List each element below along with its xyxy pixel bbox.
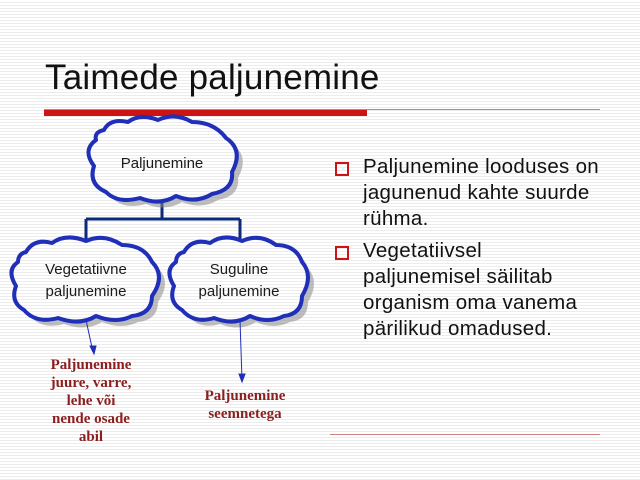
note-sexual	[190, 387, 300, 423]
slide-title: Taimede paljunemine	[45, 58, 380, 97]
sexual-label-line2: paljunemine	[198, 283, 280, 300]
note-line: nende osade	[52, 411, 130, 427]
square-bullet-icon	[335, 246, 349, 260]
bullet-item	[333, 154, 603, 232]
bullet-item	[333, 238, 603, 342]
vegetative-label-line2: paljunemine	[45, 283, 127, 300]
note-line: Paljunemine	[50, 357, 132, 373]
pointer-right	[240, 320, 242, 380]
note-line: seemnetega	[208, 406, 282, 422]
pointer-right-arrowhead	[239, 374, 245, 382]
note-line: juure, varre,	[50, 375, 132, 391]
pointer-left-arrowhead	[90, 346, 96, 354]
sexual-label-line1: Suguline	[209, 261, 269, 278]
cloud-right-label	[176, 259, 302, 303]
bullet-list	[333, 154, 603, 348]
bottom-rule	[330, 434, 600, 435]
note-vegetative	[30, 356, 152, 446]
note-line: lehe või	[66, 393, 116, 409]
root-label: Paljunemine	[120, 155, 204, 172]
vegetative-label-line1: Vegetatiivne	[45, 261, 127, 278]
cloud-left-label	[18, 259, 154, 303]
bullet-text: Paljunemine looduses on jagunenud kahte suurde rühma.	[363, 155, 599, 230]
cloud-root-label	[100, 153, 224, 175]
note-line: Paljunemine	[204, 388, 286, 404]
bullet-text: Vegetatiivsel paljunemisel säilitab organism oma vanema pärilikud omadused.	[363, 239, 578, 340]
note-line: abil	[78, 429, 104, 445]
square-bullet-icon	[335, 162, 349, 176]
